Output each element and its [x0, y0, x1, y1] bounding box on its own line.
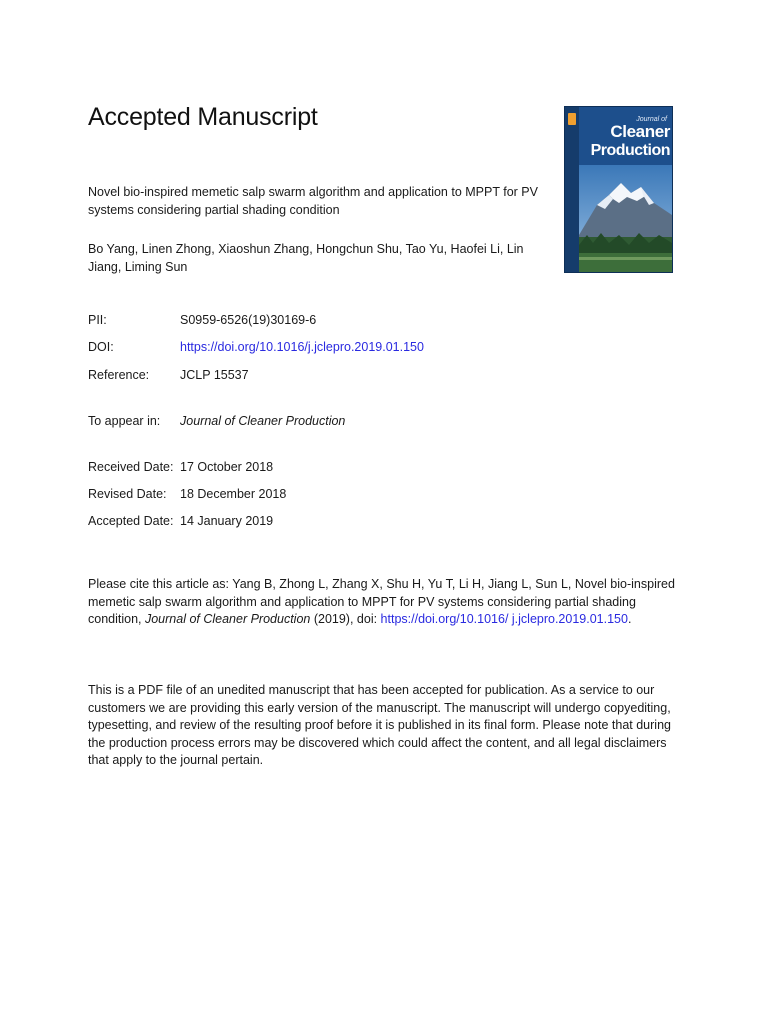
revised-date: 18 December 2018	[180, 487, 287, 501]
reference-value: JCLP 15537	[180, 368, 249, 382]
accepted-label: Accepted Date:	[88, 514, 174, 528]
appear-label: To appear in:	[88, 414, 161, 428]
citation-paragraph	[88, 576, 678, 629]
cover-stripe	[565, 107, 579, 272]
article-authors: Bo Yang, Linen Zhong, Xiaoshun Zhang, Hongchun Shu, Tao Yu, Haofei Li, Lin Jiang, Liming Sun	[88, 242, 524, 274]
publisher-logo-icon	[568, 113, 576, 125]
citation-text: Please cite this article as: Yang B, Zhong L, Zhang X, Shu H, Yu T, Li H, Jiang L, Sun L, Novel bio-inspired memetic salp swarm algorithm and application to MPPT for PV systems considering partial shading condition,	[88, 577, 675, 627]
citation-year: (2019), doi:	[310, 612, 381, 627]
received-date: 17 October 2018	[180, 460, 274, 474]
journal-cover-image	[564, 106, 673, 273]
revised-label: Revised Date:	[88, 487, 167, 501]
pii-label: PII:	[88, 313, 107, 327]
received-label: Received Date:	[88, 460, 174, 474]
citation-end: .	[627, 612, 632, 627]
journal-name: Journal of Cleaner Production	[180, 414, 346, 428]
manuscript-notice: This is a PDF file of an unedited manuscript that has been accepted for publication. As a service to our customers we are providing this early version of the manuscript. The manuscript will undergo copyediting, typesetting, and review of the resulting proof before it is published in its final form. Please note that during the production process errors may be discovered which could affect the content, and all legal disclaimers that apply to the journal pertain.	[88, 683, 671, 768]
mountain-landscape-icon	[579, 165, 672, 272]
citation-journal: Journal of Cleaner Production	[144, 612, 311, 627]
cover-title-line2: Production	[590, 142, 670, 159]
citation-doi-link[interactable]: https://doi.org/10.1016/ j.jclepro.2019.01.150	[380, 612, 628, 627]
cover-journal-of: Journal of	[636, 116, 667, 123]
pii-value: S0959-6526(19)30169-6	[180, 313, 317, 327]
page-title: Accepted Manuscript	[88, 103, 318, 131]
cover-title-line1: Cleaner	[610, 122, 670, 141]
doi-label: DOI:	[88, 340, 114, 354]
article-title: Novel bio-inspired memetic salp swarm algorithm and application to MPPT for PV systems considering partial shading condition	[88, 185, 538, 217]
doi-link[interactable]: https://doi.org/10.1016/j.jclepro.2019.01.150	[180, 340, 424, 354]
reference-label: Reference:	[88, 368, 150, 382]
accepted-date: 14 January 2019	[180, 514, 274, 528]
